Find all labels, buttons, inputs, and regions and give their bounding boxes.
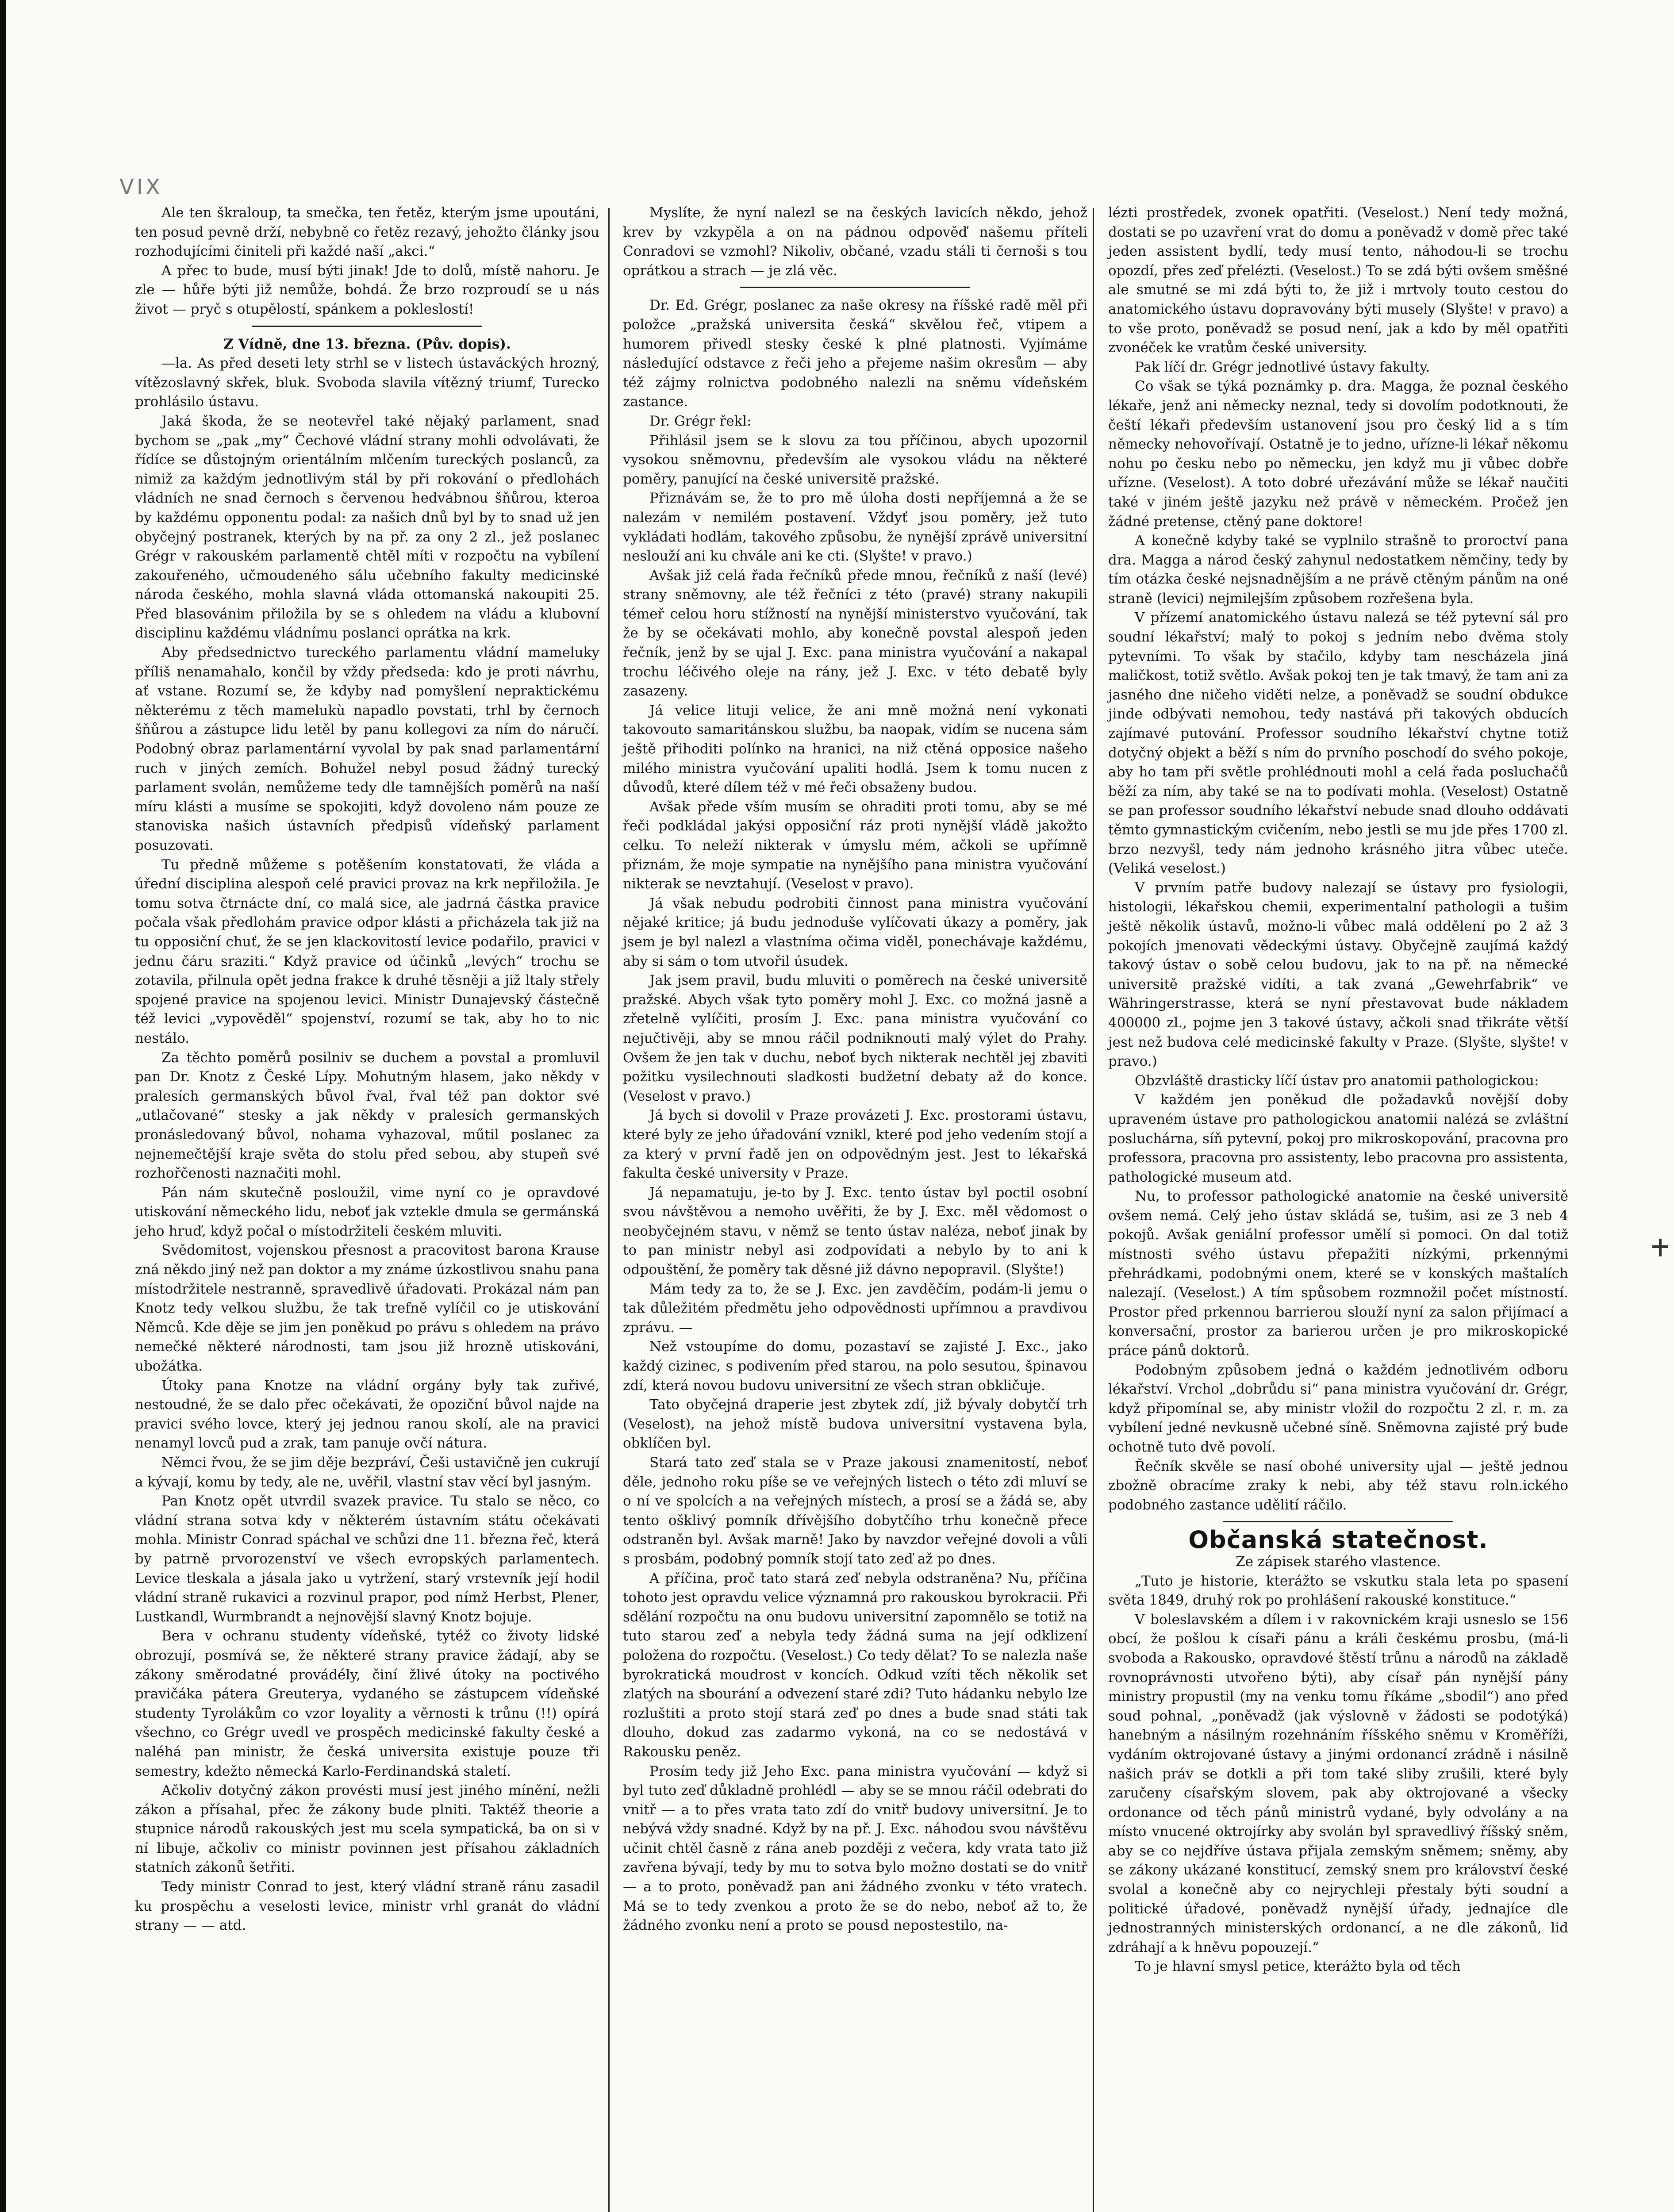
paragraph: Avšak přede vším musím se ohraditi proti tomu, aby se mé řeči podkládal jakýsi opposiční ráz proti nynější vládě jakožto celku. To neleží nikterak v úmyslu mém, ačkoli se upřímně přiznám, že moje sympatie na nynějšího pana ministra vyučování nikterak se nevztahují. (Veselost v pravo). (623, 799, 1087, 892)
separator (252, 326, 482, 327)
paragraph: „Tuto je historie, kterážto se vskutku stala leta po spasení světa 1849, druhý rok po prohlášení rakouské konstituce.“ (1108, 1573, 1568, 1609)
column-3 (1108, 204, 1568, 1977)
paragraph: Tu předně můžeme s potěšením konstatovati, že vláda a úřední disciplina alespoň celé pravici provaz na krk nepřiložila. Je tomu sotva čtrnácte dní, co malá sice, ale jadrná částka pravice počala však předlohám pravice odpor klásti a přicházela tak již na tu opposiční chuť, že se jen klackovitostí levice podařilo, pravici v jednu čáru sraziti.“ Když pravice od účinků „levých“ trochu se zotavila, přilnula opět jedna frakce k druhé těsněji a již ltaly střely spojené pravice na spojenou levici. Ministr Dunajevský částečně též levici „vypověděl“ spojenství, rozumí se tak, aby ho to nic nestálo. (135, 856, 599, 1046)
paragraph: Prosím tedy již Jeho Exc. pana ministra vyučování — když si byl tuto zeď důkladně prohlédl — aby se se mnou ráčil odebrati do vnitř — a to přes vrata tato zdí do vnitř budovy universitní. Je to nebývá vždy snadné. Když by na př. J. Exc. náhodou svou návštěvu učinit chtěl časně z rána aneb později z večera, kdy vrata tato již zavřena bývají, tedy by mu to sotva bylo možno dostati se do vnitř — a to proto, poněvadž pan ani žádného zvonku v této vratech. Má se to tedy zvenkou a proto že se do nebo, neboť až to, že žádného zvonku není a proto se pousd nepostestilo, na- (623, 1763, 1087, 1934)
column-2 (623, 204, 1087, 1936)
paragraph: Než vstoupíme do domu, pozastaví se zajisté J. Exc., jako každý cizinec, s podivením před starou, na polo sesutou, špinavou zdí, která novou budovu universitní ze všech stran obkličuje. (623, 1339, 1087, 1394)
paragraph: Podobným způsobem jedná o každém jednotlivém odboru lékařství. Vrchol „dobrůdu si“ pana ministra vyučování dr. Grégr, když připomínal se, aby ministr vložil do rozpočtu 2 zl. r. m. za vybílení jedné nevkusně učebné síně. Sněmovna zajisté prý bude ochotně tuto dvě povolí. (1108, 1362, 1568, 1455)
paragraph: Útoky pana Knotze na vládní orgány byly tak zuřivé, nestoudné, že se dalo přec očekávati, že opozičnί bůvol najde na pravici svého lovce, který jej jednou ranou skolí, ale na pravici nenamyl lovců pud a zrak, tam panuje ovčí nátura. (135, 1377, 599, 1452)
section-title: Občanská statečnost. (1188, 1526, 1488, 1554)
paragraph: V přízemí anatomického ústavu nalezá se též pytevní sál pro soudní lékařství; malý to pokoj s jedním nebo dvěma stoly pytevními. To však by stačilo, kdyby tam nescházela jiná maličkost, totiž světlo. Avšak pokoj ten je tak tmavý, že tam ani za jasného dne ničeho viděti nelze, a poněvadž se soudní obdukce jinde odbývati nemohou, tedy nastává při takových obducích zajímavé putování. Professor soudního lékařství chytne totiž dotyčný objekt a běží s ním do prvního poschodí do svého pokoje, aby ho tam při světle prohlédnouti mohl a celá řada posluchačů běží za ním, aby také se na to podívati mohla. (Veselost) Ostatně se pan professor soudního lékařství nebude snad dlouho oddávati těmto gymnastickým cvičením, nebo jestli se mu jde přes 1700 zl. brzo nezvyšl, tedy nám jednoho krásného jitra vůbec uteče. (Veliká veselost.) (1108, 610, 1568, 877)
paragraph: Já nepamatuju, je-to by J. Exc. tento ústav byl poctil osobní svou návštěvou a nemoho uvěřiti, že by J. Exc. měl vědomost o neobyčejném stavu, v němž se tento ústav naléza, neboť jinak by to pan ministr nebyl asi zodpovídati a nebylo by to ani k odpouštění, že poměry tak děsné již dávno nepopravil. (Slyšte!) (623, 1184, 1087, 1278)
paragraph: Jak jsem pravil, budu mluviti o poměrech na české universitě pražské. Abych však tyto poměry mohl J. Exc. co možná jasně a zřetelně vylíčiti, prosím J. Exc. pana ministra vyučování co nejučtivěji, aby se mnou ráčil podniknouti malý výlet do Prahy. Ovšem že jen tak v duchu, neboť bych nikterak nechtěl jej zbaviti požitku vysilechnouti sladkosti budžetní debaty až do konce. (Veselost v pravo.) (623, 972, 1087, 1104)
paragraph: Jaká škoda, že se neotevřel také nějaký parlament, snad bychom se „pak „my“ Čechové vládní strany mohli odvolávati, že řídíce se důstojným orientálním mlčením tureckých poslanců, za nimiž za každým jednotlivým stál by při rokování o předlohách vládních ne snad černoch s červenou hedvábnou šňůrou, kteroa by každému opponentu podal: za našich dnů byl by to snad už jen obyčejný postranek, kterých by na př. za ony 2 zl., jež poslanec Grégr v rakouském parlamentě chtěl míti v rozpočtu na vybílení zakouřeného, učmoudeného sálu učebního fakulty medicinské národa českého, mohla slavná vláda ottomanská nakoupiti 25. Před blasovánim přiložila by se s ohledem na vládu a klubovní disciplinu každému vládnímu poslanci oprátka na krk. (135, 413, 599, 641)
paragraph: Svědomitost, vojenskou přesnost a pracovitost barona Krause zná někdo jiný než pan doktor a my známe úzkostlivou snahu pana místodržitele nestranně, spravedlivě úřadovati. Prokázal nám pan Knotz tedy velkou službu, že tak trefně vylíčil co je utiskování Němců. Kde děje se jim jen poněkud po právu s ohledem na právo nemečké některé národnosti, tam jsou již hrozně utiskováni, ubožátka. (135, 1242, 599, 1375)
paragraph: Řečník skvěle se nasí obohé university ujal — ještě jednou zbožně obracíme zraky k nebi, aby též stavu roln.ického podobného zastance udělití ráčilo. (1108, 1458, 1568, 1513)
paragraph: Za těchto poměrů posilniv se duchem a povstal a promluvil pan Dr. Knotz z České Lípy. Mohutným hlasem, jako někdy v pralesích germanských bůvol řval, řval též pan doktor své „utlačované“ stesky a jak někdy v pralesích germanských pronásledovaný bůvol, nohama vyhazoval, műtil poslanec za nejnemečtější kraje světa do stolu před sebou, aby stupeň své rozhořčenosti naznačiti mohl. (135, 1049, 599, 1182)
paragraph: Mám tedy za to, že se J. Exc. jen zavděčím, podám-li jemu o tak důležitém předmětu jeho odpovědnosti upřímnou a pravdivou zprávu. — (623, 1281, 1087, 1336)
dateline: Z Vídně, dne 13. března. (Pův. dopis). (223, 336, 511, 352)
column-rule-2 (1093, 208, 1094, 2212)
paragraph: Já velice lituji velice, že ani mně možná není vykonati takovouto samaritánskou službu, ba naopak, vidím se nucena sám ještě přihoditi polínko na hranici, na niž ctěná opposice našeho milého ministra vyučování upaliti hodlá. Jsem k tomu nucen z důvodů, které dílem též v mé řeči obsaženy budou. (623, 702, 1087, 796)
top-mark: VIX (119, 175, 163, 200)
paragraph: Dr. Grégr řekl: (649, 413, 752, 429)
paragraph: V prvním patře budovy nalezají se ústavy pro fysiologii, histologii, lékařskou chemii, experimentalní pathologii a tušim ještě několik ústavů, možno-li vůbec malá oddělení po 2 až 3 pokojích jmenovati vědeckými ústavy. Obyčejně zaujímá každý takový ústav o sobě celou budovu, jak to na př. na německé universitě pražské vidíti, a tak zvaná „Gewehrfabrik“ ve Währingerstrasse, která se nyní přestavovat bude nákladem 400000 zl., pojme jen 3 takové ústavy, ačkoli snad třikráte větší jest než budova celé medicinské fakulty v Praze. (Slyšte, slyšte! v pravo.) (1108, 879, 1568, 1070)
paragraph: Já bych si dovolil v Praze provázeti J. Exc. prostorami ústavu, které byly ze jeho úřadování vznikl, které pod jeho vedením stojí a za který v první řadě jen on odpovědným jest. Jest to lékařská fakulta české university v Praze. (623, 1107, 1087, 1182)
paragraph: lézti prostředek, zvonek opatřiti. (Veselost.) Není tedy možná, dostati se po uzavření vrat do domu a poněvadž v domě přec také jeden assistent bydlí, tedy musí tento, náhodou-li se trochu opozdí, přes zeď přelézti. (Veselost.) To se zdá býti ovšem směšné ale smutné se mi zdá býti to, že již i mrtvoly touto cestou do anatomického ústavu dopravovány býti musely (Slyšte! v pravo) a to vše proto, poněvadž se posud není, jak a kdo by měl opatřiti zvonéček ke vratům české university. (1108, 205, 1568, 356)
paragraph: Stará tato zeď stala se v Praze jakousi znamenitostí, neboť děle, jednoho roku píše se ve veřejných listech o této zdi mluví se o ní ve spolcích a na veřejných místech, a prosí se a žádá se, aby tento ošklivý pomník dřívějšího dobytčího trhu konečně přece odstraněn byl. Avšak marně! Jako by navzdor veřejné dovoli a vůli s prosbám, podobný pomník stojí tato zeď až po dnes. (623, 1455, 1087, 1567)
separator (740, 287, 970, 288)
paragraph: Aby předsednictvo tureckého parlamentu vládní mameluky příliš nenamahalo, končil by vždy předseda: kdo je proti návrhu, ať vstane. Rozumí se, že kdyby nad pomyšlení nepraktickému některému z těch mamelukù napadlo povstati, trhl by černoch šňůrou a zástupce lidu letěl by panu kollegovi za ním do náručí. Podobný obraz parlamentární vyvolal by pak snad parlamentární ruch v jiných zemích. Bohužel nebyl posud žádný turecký parlament svolán, nemůžeme tedy dle tamnějších poměrů na naší míru klásti a musíme se spokojiti, když dovoleno nám pouze ze stanoviska našich ústavních předpisů vídeňský parlament posuzovati. (135, 645, 599, 853)
paragraph: Avšak již celá řada řečníků přede mnou, řečníků z naší (levé) strany sněmovny, ale též řečníci z této (pravé) strany nakupili témeř celou horu stížností na nynější ministerstvo vyučování, tak že by se očekávati mohlo, aby konečně povstal alespoň jeden řečník, jenž by se ujal J. Exc. pana ministra vyučování a nakapal trochu léčivého olejе na rány, jež J. Exc. v této debatě byly zasazeny. (623, 567, 1087, 699)
paragraph: Dr. Ed. Grégr, poslanec za naše okresy na říšské radě měl při položce „pražská universita česká“ skvělou řeč, vtipem a humorem přivedl stesky české k plné platnosti. Vyjímáme následující odstavce z řeči jeho a přejeme našim okresům — aby též zájmy rolnictva podobného nalezli na sněmu vídeňském zastance. (623, 297, 1087, 410)
column-1 (135, 204, 599, 1936)
section-subtitle: Ze zápisek starého vlastence. (1236, 1553, 1441, 1570)
paragraph: To je hlavní smysl petice, kterážto byla od těch (1135, 1959, 1461, 1975)
scan-edge (0, 0, 6, 2212)
paragraph: Němci řvou, že se jim děje bezpráví, Češi ustavičně jen cukrují a kývají, komu by tedy, ale ne, uvěřil, vlastní stav věcí byl jasným. (135, 1455, 599, 1490)
paragraph: Přihlásil jsem se k slovu za tou příčinou, abych upozornil vysokou sněmovnu, především ale vysokou vládu na některé poměry, panující na české universitě pražské. (623, 432, 1087, 487)
paragraph: A přec to bude, musí býti jinak! Jde to dolů, místě nahoru. Je zle — hůře býti již nemůže, bohdá. Že brzo rozproudí se u nás život — pryč s otupělostí, spánkem a pokleslostí! (135, 262, 599, 317)
paragraph: Ale ten škraloup, ta smečka, ten řetěz, kterým jsme upoutáni, ten posud pevně drží, nebybně co řetěz rezavý, jehožto články jsou rozhodujícími činiteli při každé naší „akci.“ (135, 205, 599, 260)
paragraph: Bera v ochranu studenty vídeňské, tytéž co životy lidské obrozují, posmívá se, že některé strany pravice žádají, aby se zákony směrodatné provádély, činí žlivé útoky na poctivého pravičáka pátera Greuterya, vydaného se zástupcem vídeňské studenty Tyrolákům co vzor loyality a věrnosti k trůnu (!!) opírá všechno, co Grégr uvedl ve prospěch medicinské fakulty české a naléhá pan ministr, že česká universita existuje pouze tři semestry, kdežto německá Karlo-Ferdinandská staletí. (135, 1628, 599, 1779)
paragraph: A konečně kdyby také se vyplnilo strašně to proroctví pana dra. Magga a národ český zahynul nedostatkem němčiny, tedy by tím otázka české nejsnadnějším a ne právě ctěným pánům na oné straně (levici) nejmilejším způsobem rozřešena byla. (1108, 533, 1568, 607)
paragraph: Ačkoliv dotyčný zákon provésti musí jest jiného mínění, nežli zákon a přísahal, přec že zákony bude plniti. Taktéž theorie a stupnice národů rakouských jest mu scela sympatická, ba on si v ní libuje, ačkoliv co ministr povinnen jest přísahou základních statních zákonů šetřiti. (135, 1782, 599, 1876)
paragraph: V každém jen poněkud dle požadavků novější doby upraveném ústave pro pathologickou anatomii nalézá se zvláštní posluchárna, síň pytevní, pokoj pro mikroskopování, pracovna pro professora, pracovna pro assistenty, lebo pracovna pro assistenta, pathologické museum atd. (1108, 1092, 1568, 1185)
paragraph: Pán nám skutečně posloužil, vime nyní co je opravdové utiskování německého lidu, neboť jak vztekle dmula se germánská jeho hruď, když počal o místodržiteli českém mluviti. (135, 1184, 599, 1239)
column-rule-1 (608, 208, 610, 2212)
paragraph: Já však nebudu podrobiti činnost pana ministra vyučování nějaké kritice; já budu jednoduše vylíčovati úkazy a poměry, jak jsem je byl nalezl a vlastníma očima viděl, ponechávaje každému, aby si sám o tom utvořil úsudek. (623, 895, 1087, 969)
paragraph: Tedy ministr Conrad to jest, který vládní straně ránu zasadil ku prospěchu a veselosti levice, ministr vrhl granát do vládní strany — — atd. (135, 1879, 599, 1934)
paragraph: —la. As před deseti lety strhl se v listech ústaváckých hrozný, vítězoslavný skřek, bluk. Svoboda slavila vítězný triumf, Turecko prohlásilo ústavu. (135, 355, 599, 410)
paragraph: Tato obyčejná draperie jest zbytek zdí, již bývaly dobytčí trh (Veselost), na jehož místě budova universitní vystavena byla, obklíčen byl. (623, 1397, 1087, 1452)
margin-cross-mark-bar (1652, 1245, 1668, 1248)
paragraph: Pan Knotz opět utvrdil svazek pravice. Tu stalo se něco, co vládní strana sotva kdy v některém ústavním státu očekávati mohla. Ministr Conrad spáchal ve schůzi dne 11. března řeč, která by patrně prvorozenství ve všech evropských parlamentech. Levice tleskala a jásala jako u vytržení, starý vrstevník její hodil vládní straně rukavici a rozvinul prapor, pod nímž Herbst, Plener, Lustkandl, Wurmbrandt a nejnovější slavný Knotz bojuje. (135, 1493, 599, 1625)
paragraph: Myslíte, že nyní nalezl se na českých lavicích někdo, jehož krev by vzkypěla a on na pádnou odpověď našemu příteli Conradovi se vzmohl? Nikoliv, občané, vzadu stáli ti černoši s tou oprátkou a strach — je zlá věc. (623, 205, 1087, 279)
separator (1223, 1521, 1453, 1522)
paragraph: Obzvláště drasticky líčí ústav pro anatomii pathologickou: (1135, 1072, 1539, 1089)
paragraph: A příčina, proč tato stará zeď nebyla odstraněna? Nu, příčina tohoto jest opravdu velice významná pro rakouskou byrokracii. Při sdělání rozpočtu na onu budovu universitní zapomnělo se totiž na tuto starou zeď a nebyla tedy žádná suma na její odklizení položena do rozpočtu. (Veselost.) Co tedy dělat? To se nalezla naše byrokratická moudrost v koncích. Odkud vzíti těch několik set zlatých na sbourání a odvezení staré zdi? Tuto hádanku nebylo lze rozluštiti a proto stojí stará zeď po dnes a bude snad státi tak dlouho, dokud zas zadarmo vykoná, na co se nedostává v Rakousku peněz. (623, 1570, 1087, 1760)
paragraph: Co však se týká poznámky p. dra. Magga, že poznal českého lékaře, jenž ani německy neznal, tedy si dovolím podotknouti, že čeští lékaři především ustanovení jsou pro český lid a s tím německy nehovořívají. Ostatně je to jedno, uřízne-li lékař někomu nohu po česku nebo po německu, jen když mu ji vůbec dobře uřízne. (Veselost). A toto dobré uřezávání může se lékař naučiti také v jiném ještě jazyku než právě v německém. Pročež jen žádné pretense, ctěný pane doktore! (1108, 378, 1568, 530)
paragraph: Nu, to professor pathologické anatomie na české universitě ovšem nemá. Celý jeho ústav skládá se, tušim, asi ze 3 neb 4 pokojů. Avšak geniální professor umělí si pomoci. On dal totiž místnosti svého ústavu přepažiti nízkými, prkennými přehrádkami, podobnými onem, které se v konských maštalích nalezají. (Veselost.) A tím spůsobem rozmnožil počet místností. Prostor před prkennou barrierou slouží nyní za salon přijímací a konversační, prostor za barierou určen je pro mikroskopické práce pánů doktorů. (1108, 1188, 1568, 1359)
paragraph: Přiznávám se, že to pro mě úloha dosti nepříjemná a že se nalezám v nemilém postavení. Vždyť jsou poměry, jež tuto vykládati hodlám, takového způsobu, že nynější zprávě universitní neslouží ani ku chvále ani ke cti. (Slyšte! v pravo.) (623, 490, 1087, 565)
paragraph: Pak líčí dr. Grégr jednotlivé ústavy fakulty. (1135, 359, 1430, 375)
paragraph: V boleslavském a dílem i v rakovnickém kraji usneslo se 156 obcí, že pošlou k císaři pánu a králi českému prosbu, (má-li svoboda a Rakousko, opravdové štěstí trůnu a národů na základě rovnoprávnosti utvořeno býti), aby císař pán nynější pány ministry propustil (my na venku tomu říkáme „sbodil“) ano před soud pohnal, „poněvadž (jak výslovně v žádosti se podotýká) hanebným a násilným rozehnáním říšského sněmu v Kroměříži, vydáním oktrojované ústavy a jinými ordonancí zrádně i násilně našich práv se dotkli a při tom také sliby zrušili, které byly zaručeny císařským slovem, pak aby oktrojované a všecky ordonance od těch pánů ministrů vydané, byly odvolány a na místo vnucené oktrojírky aby svolán byl spravedlivý říšský sněm, aby se co nejdříve ústava přijala zemským sněmem; sněmy, aby se zákony ukázané konstitucí, zemský snem pro království české svolal a konečně aby co nejrychleji přestaly býti soudní a politické úřadové, poněvadž nynější úřady, jednajíce dle jednostranných ministerských ordonancí, a ne dle zákonů, lid zdráhají a k hněvu popouzejí.“ (1108, 1611, 1568, 1955)
